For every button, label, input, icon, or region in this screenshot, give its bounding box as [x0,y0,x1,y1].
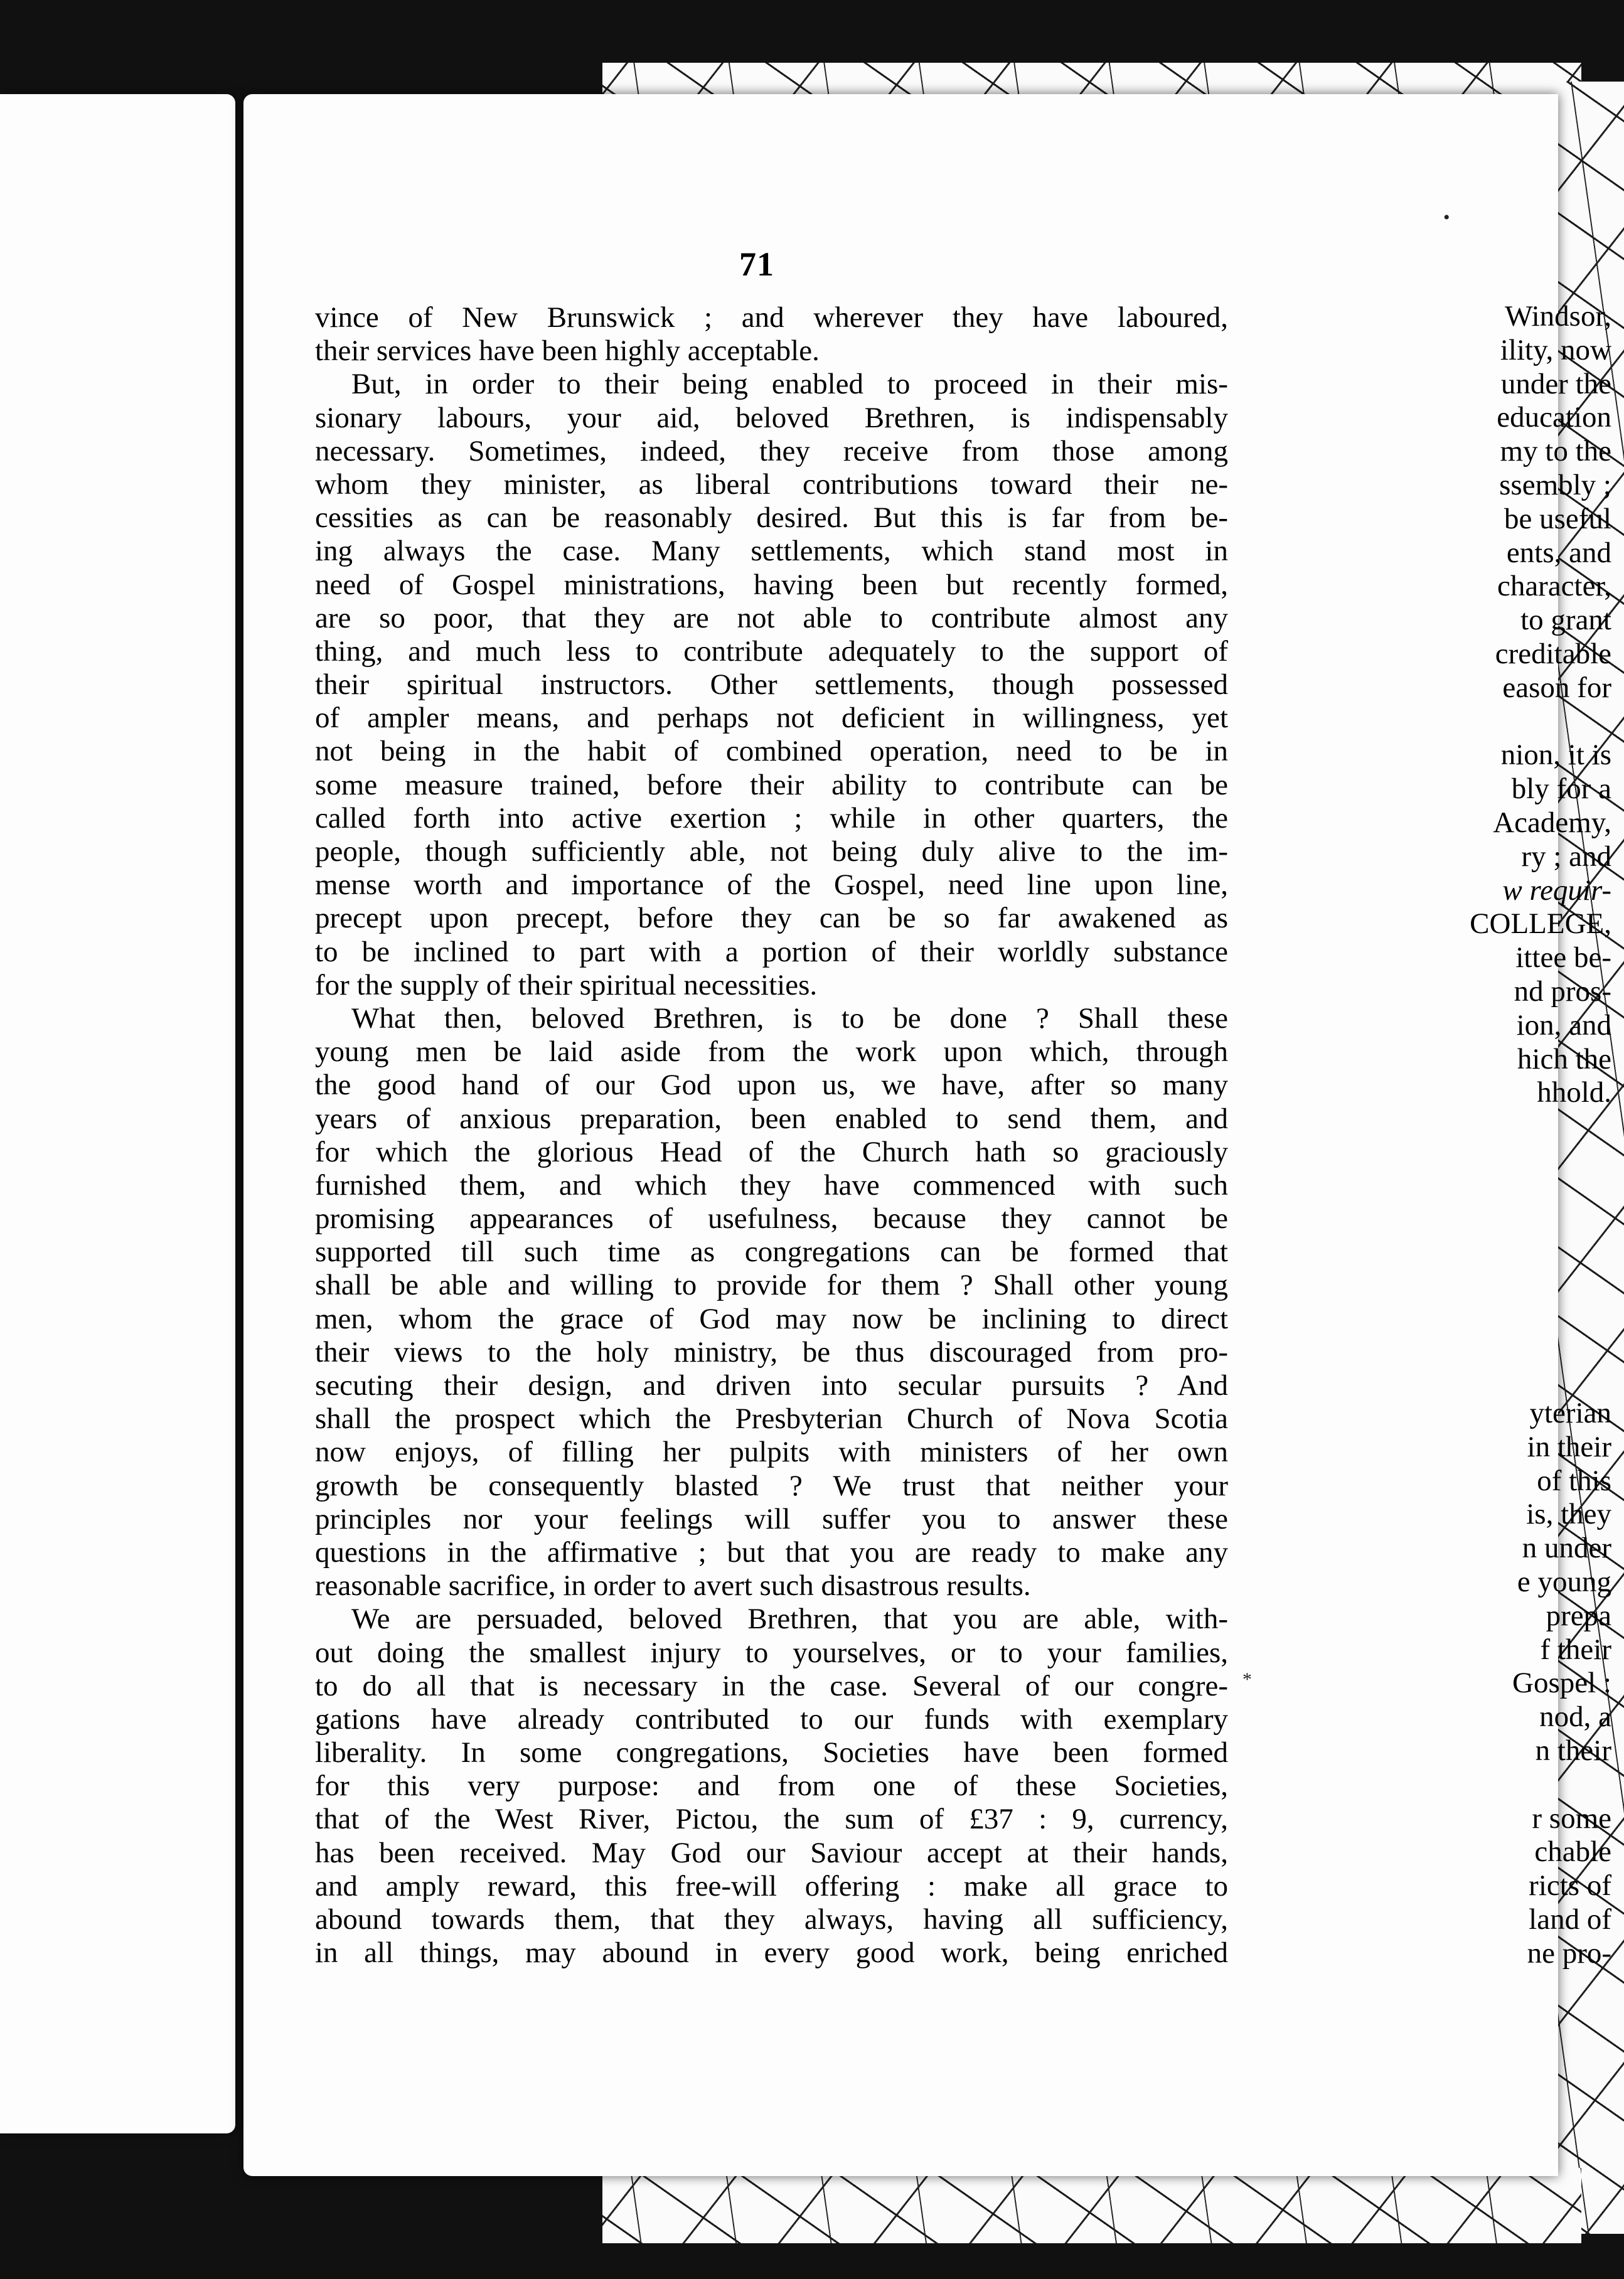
text-line: for the supply of their spiritual necessities. [315,968,818,1001]
text-line: shall be able and willing to provide for them ? Shall other young [315,1269,1228,1302]
text-line: secuting their design, and driven into secular pursuits ? And [315,1369,1228,1402]
text-line: people, though sufficiently able, not being duly alive to the im- [315,835,1228,868]
text-line: vince of New Brunswick ; and wherever they have laboured, [315,301,1228,334]
text-line: necessary. Sometimes, indeed, they receive from those among [315,434,1228,467]
text-line: and amply reward, this free-will offering : make all grace to [315,1869,1228,1903]
text-line: their views to the holy ministry, be thus discouraged from pro- [315,1335,1228,1369]
left-text-fragment: in their [1527,1430,1611,1463]
text-line: to be inclined to part with a portion of their worldly substance [315,935,1228,968]
left-text-fragment: creditable [1495,637,1611,670]
text-line: the good hand of our God upon us, we have, after so many [315,1069,1228,1102]
left-text-fragment: n their [1535,1734,1611,1767]
text-line: are so poor, that they are not able to contribute almost any [315,601,1228,634]
text-line: to do all that is necessary in the case. Several of our congre- [315,1669,1228,1702]
left-text-fragment: ility, now [1500,333,1611,366]
text-line: their spiritual instructors. Other settlements, though possessed [315,668,1228,702]
left-text-fragment: chable [1534,1835,1611,1869]
left-text-fragment: e young [1517,1565,1611,1598]
text-line: some measure trained, before their ability to contribute can be [315,768,1228,801]
text-line: their services have been highly acceptable. [315,334,820,368]
left-text-fragment: ssembly ; [1499,468,1611,501]
left-text-fragment: to grant [1520,604,1611,637]
left-text-fragment: under the [1500,367,1611,400]
left-text-fragment: ittee be- [1515,941,1611,974]
text-line: sionary labours, your aid, beloved Brethren, is indispensably [315,401,1228,434]
text-line: principles nor your feelings will suffer you to answer these [315,1502,1228,1535]
left-text-fragment: ion, and [1516,1008,1611,1042]
text-line: for which the glorious Head of the Church hath so graciously [315,1135,1228,1168]
left-text-fragment: Academy, [1493,806,1611,839]
text-line: mense worth and importance of the Gospel, need line upon line, [315,868,1228,902]
left-page-text-upper [1398,300,1611,1110]
left-text-fragment: ne pro- [1527,1936,1611,1970]
text-line: abound towards them, that they always, having all sufficiency, [315,1903,1228,1936]
left-text-fragment: COLLEGE, [1470,907,1611,941]
text-line: need of Gospel ministrations, having been but recently formed, [315,568,1228,601]
left-text-fragment: be useful [1504,502,1611,535]
left-text-fragment: f their [1540,1633,1611,1666]
text-line: young men be laid aside from the work upon which, through [315,1035,1228,1069]
text-line: in all things, may abound in every good work, being enriched [315,1936,1228,1970]
left-text-fragment: n under [1522,1532,1611,1565]
marbled-endpaper-bottom [602,2168,1581,2243]
text-line: has been received. May God our Saviour accept at their hands, [315,1836,1228,1869]
margin-speck: • [1443,207,1450,228]
text-line: ing always the case. Many settlements, which stand most in [315,535,1228,568]
left-text-fragment: nd pros- [1514,974,1611,1008]
left-facing-page [0,94,235,2133]
text-line: furnished them, and which they have commenced with such [315,1168,1228,1202]
text-line: whom they minister, as liberal contributions toward their ne- [315,467,1228,501]
text-line: What then, beloved Brethren, is to be done ? Shall these [351,1001,1228,1035]
left-text-fragment: nion, it is [1500,739,1611,772]
left-text-fragment: prepa [1546,1599,1611,1632]
margin-speck: * [1242,1669,1252,1690]
left-text-fragment: my to the [1500,435,1611,468]
left-text-fragment: is, they [1526,1498,1611,1531]
left-text-fragment: eason for [1502,671,1611,704]
left-text-fragment: r some [1532,1801,1611,1835]
left-text-fragment: ry ; and [1521,840,1611,873]
left-text-fragment: Windsor, [1505,300,1611,333]
text-line: precept upon precept, before they can be so far awakened as [315,902,1228,935]
left-text-fragment: w requir- [1502,873,1611,907]
text-line: out doing the smallest injury to yourselves, or to your families, [315,1636,1228,1669]
text-line: supported till such time as congregations can be formed that [315,1236,1228,1269]
left-text-fragment: of this [1537,1464,1611,1497]
text-line: We are persuaded, beloved Brethren, that you are able, with- [351,1603,1228,1636]
left-text-fragment: yterian [1529,1397,1611,1429]
body-text [315,301,1228,1970]
text-line: questions in the affirmative ; but that you are ready to make any [315,1535,1228,1569]
left-text-fragment: hhold. [1537,1076,1611,1109]
left-text-fragment: hich the [1517,1042,1611,1075]
left-text-fragment: character, [1497,570,1611,603]
left-text-fragment: ents, and [1506,536,1611,569]
text-line: thing, and much less to contribute adequately to the support of [315,634,1228,668]
text-line: called forth into active exertion ; while in other quarters, the [315,801,1228,835]
text-line: not being in the habit of combined operation, need to be in [315,735,1228,768]
text-line: men, whom the grace of God may now be inclining to direct [315,1302,1228,1335]
text-line: years of anxious preparation, been enabled to send them, and [315,1102,1228,1135]
text-line: now enjoys, of filling her pulpits with ministers of her own [315,1436,1228,1469]
text-line: that of the West River, Pictou, the sum of £37 : 9, currency, [315,1803,1228,1836]
page-number: 71 [739,245,774,283]
left-text-fragment: bly for a [1511,772,1611,806]
left-text-fragment: Gospel : [1512,1667,1611,1700]
text-line: growth be consequently blasted ? We trust that neither your [315,1469,1228,1502]
left-text-fragment: land of [1529,1903,1611,1936]
text-line: reasonable sacrifice, in order to avert such disastrous results. [315,1569,1031,1603]
text-line: promising appearances of usefulness, because they cannot be [315,1202,1228,1236]
left-text-fragment: ricts of [1529,1869,1611,1903]
left-text-fragment: education [1497,401,1611,434]
left-page-text-lower [1398,1397,1611,1971]
text-line: gations have already contributed to our funds with exemplary [315,1702,1228,1736]
left-text-fragment [1398,1768,1611,1802]
text-line: But, in order to their being enabled to proceed in their mis- [351,368,1228,401]
text-line: cessities as can be reasonably desired. But this is far from be- [315,501,1228,535]
text-line: for this very purpose: and from one of these Societies, [315,1769,1228,1803]
text-line: of ampler means, and perhaps not deficient in willingness, yet [315,702,1228,735]
left-text-fragment: nod, a [1539,1700,1611,1734]
text-line: shall the prospect which the Presbyterian Church of Nova Scotia [315,1402,1228,1436]
left-text-fragment [1398,705,1611,739]
text-line: liberality. In some congregations, Societies have been formed [315,1736,1228,1769]
